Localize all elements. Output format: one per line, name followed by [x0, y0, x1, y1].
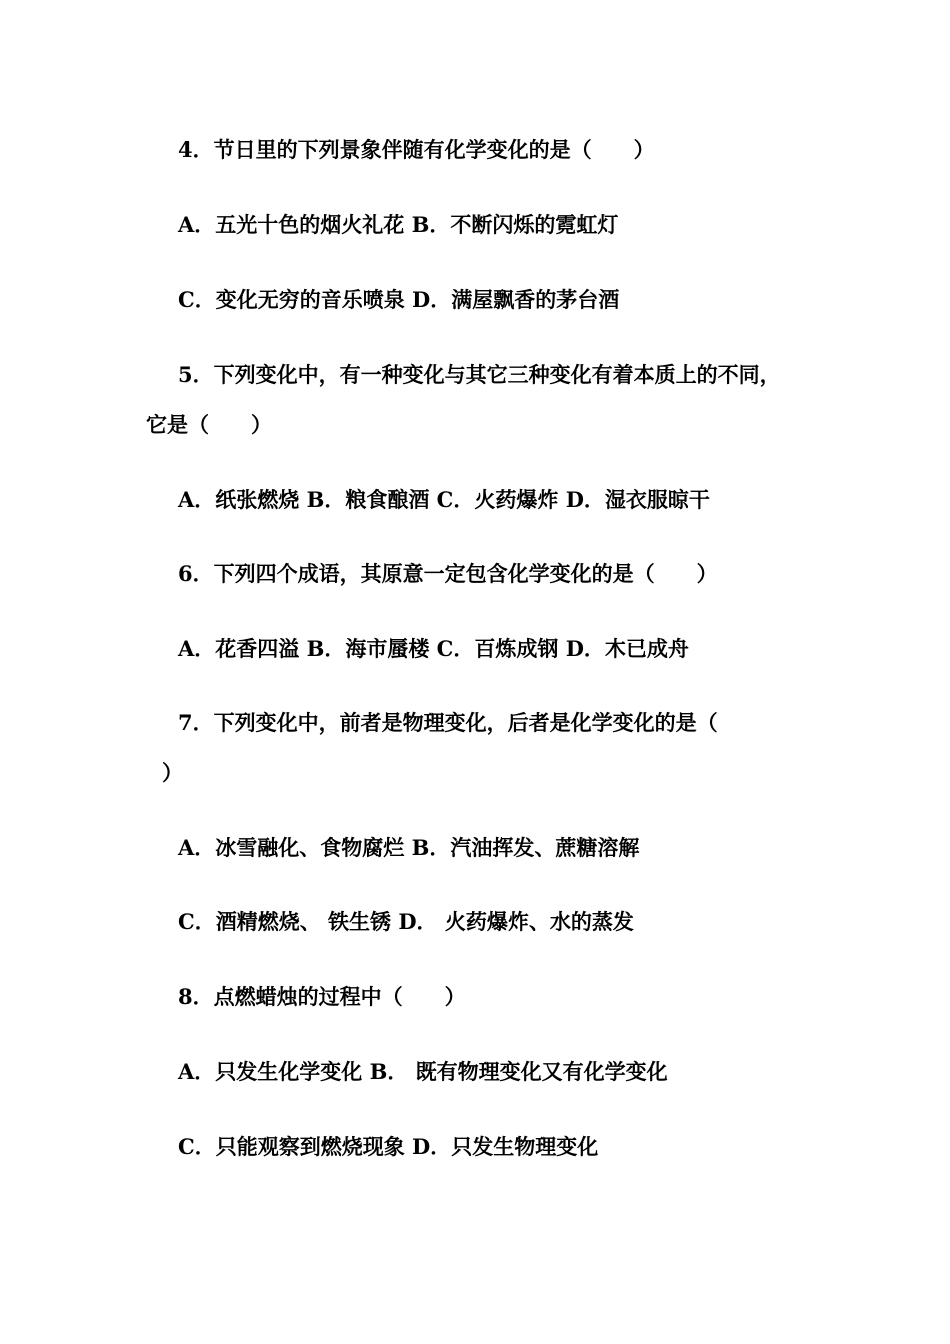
- question-6-options: A．花香四溢 B．海市蜃楼 C．百炼成钢 D．木已成舟: [178, 636, 689, 661]
- question-6-stem: 6．下列四个成语，其原意一定包含化学变化的是（ ）: [178, 561, 718, 586]
- question-7-options-ab: A．冰雪融化、食物腐烂 B．汽油挥发、蔗糖溶解: [178, 835, 640, 860]
- question-7-stem-continuation: ）: [162, 760, 183, 785]
- question-8-options-cd: C．只能观察到燃烧现象 D．只发生物理变化: [178, 1134, 599, 1159]
- question-4-stem: 4．节日里的下列景象伴随有化学变化的是（ ）: [178, 137, 655, 162]
- question-5-options: A．纸张燃烧 B．粮食酿酒 C．火药爆炸 D．湿衣服晾干: [178, 487, 710, 512]
- question-4-options-cd: C．变化无穷的音乐喷泉 D．满屋飘香的茅台酒: [178, 287, 620, 312]
- question-7-stem: 7．下列变化中，前者是物理变化，后者是化学变化的是（: [178, 710, 718, 735]
- question-8-stem: 8．点燃蜡烛的过程中（ ）: [178, 984, 466, 1009]
- question-7-options-cd: C．酒精燃烧、 铁生锈 D． 火药爆炸、水的蒸发: [178, 909, 634, 934]
- question-8-options-ab: A．只发生化学变化 B． 既有物理变化又有化学变化: [178, 1059, 668, 1084]
- question-5-stem-continuation: 它是（ ）: [146, 412, 272, 437]
- question-4-options-ab: A．五光十色的烟火礼花 B．不断闪烁的霓虹灯: [178, 212, 619, 237]
- question-5-stem: 5．下列变化中，有一种变化与其它三种变化有着本质上的不同，: [178, 362, 781, 387]
